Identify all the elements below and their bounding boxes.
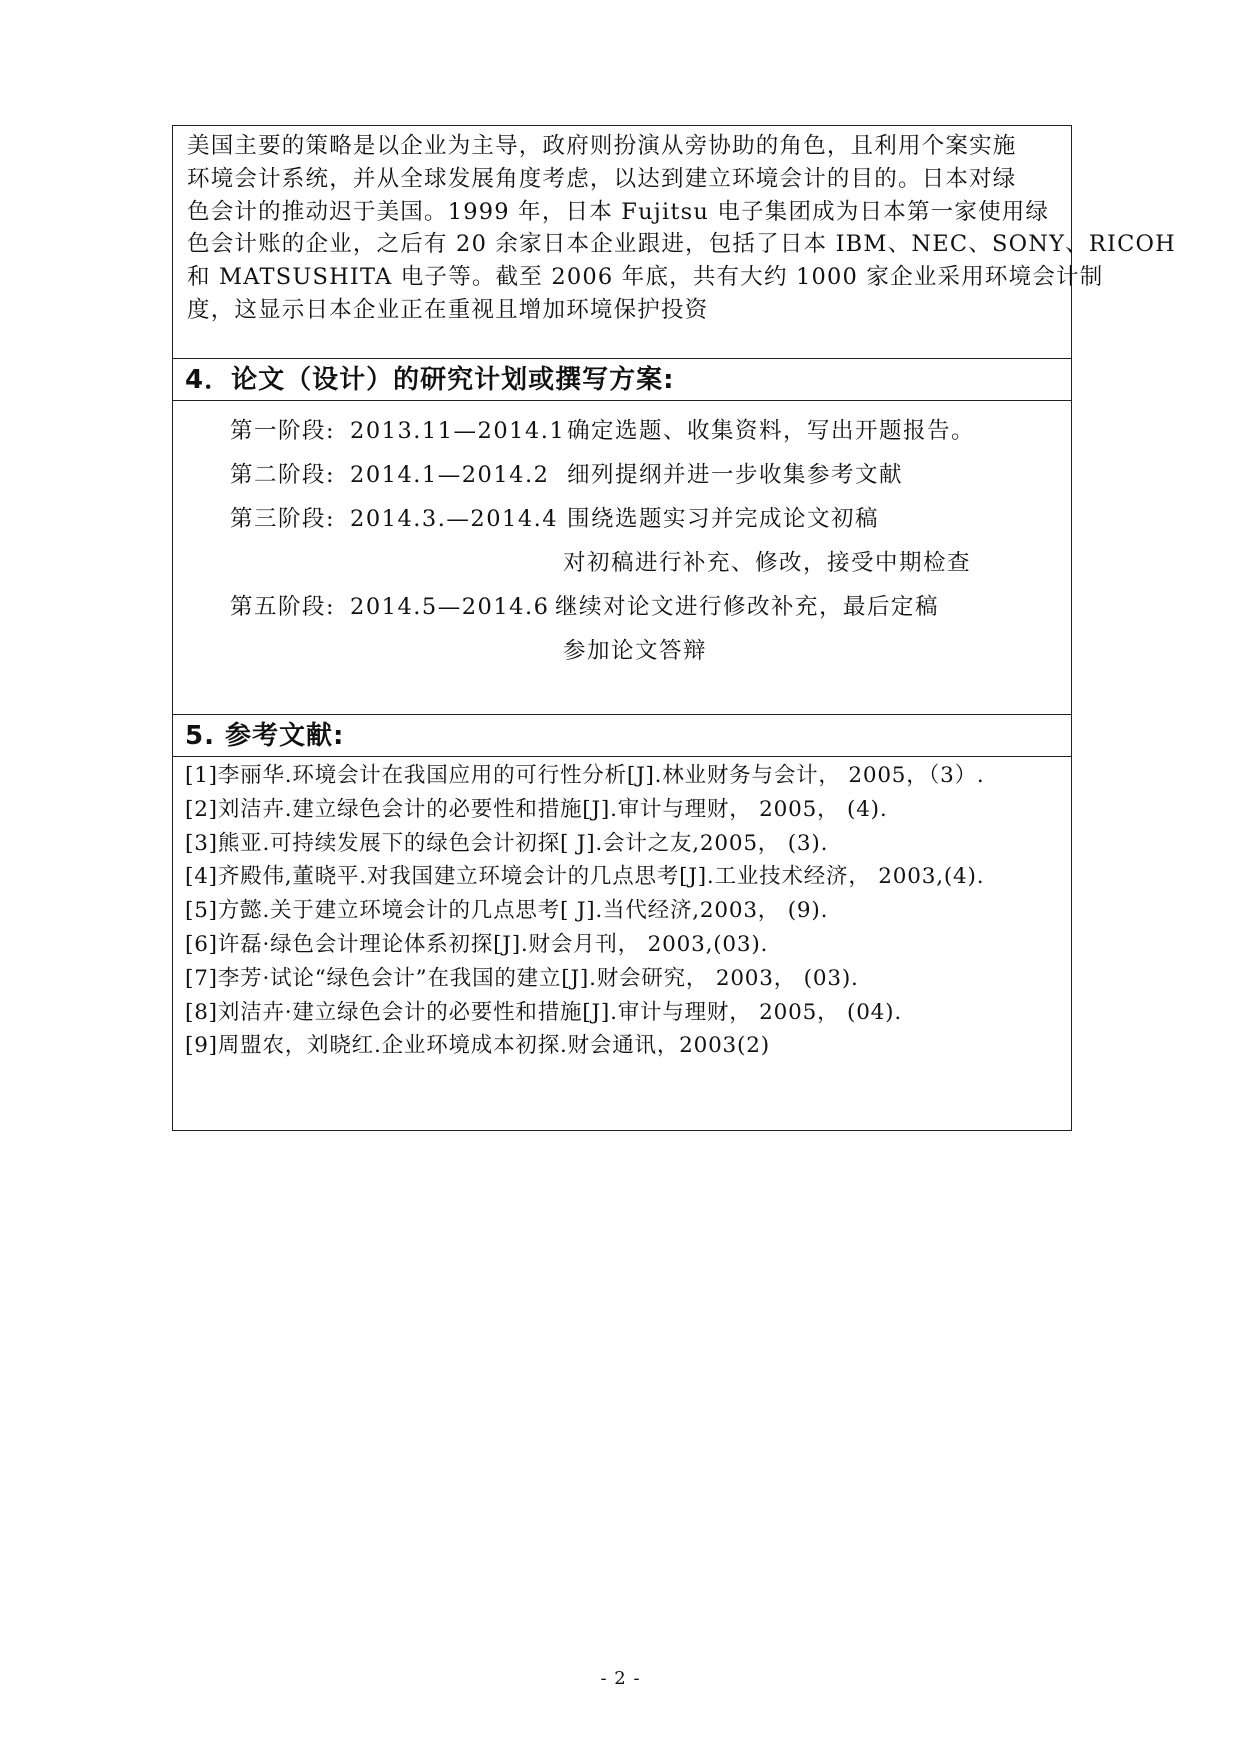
continued-paragraph (187, 130, 1176, 327)
paragraph-line: 色会计账的企业，之后有 20 余家日本企业跟进，包括了日本 IBM、NEC、SONY、RICOH (187, 231, 1176, 258)
reference-item: [7]李芳·试论“绿色会计”在我国的建立[J].财会研究， 2003， (03). (185, 965, 859, 991)
page-number: - 2 - (600, 1668, 641, 1689)
reference-item: [9]周盟农，刘晓红.企业环境成本初探.财会通讯，2003(2) (185, 1033, 770, 1059)
reference-item: [8]刘洁卉·建立绿色会计的必要性和措施[J].审计与理财， 2005， (04). (185, 999, 902, 1025)
stage-task: 确定选题、收集资料，写出开题报告。 (567, 418, 976, 444)
reference-item: [3]熊亚.可持续发展下的绿色会计初探[ J].会计之友,2005， (3). (185, 830, 829, 856)
references-heading: 5. 参考文献: (173, 714, 1071, 756)
paragraph-line: 环境会计系统，并从全球发展角度考虑，以达到建立环境会计的目的。日本对绿 (187, 165, 1017, 192)
plan-stage-row (173, 455, 1071, 499)
stage-dates: 2014.3.—2014.4 (350, 506, 559, 532)
stage-task: 继续对论文进行修改补充，最后定稿 (555, 594, 940, 620)
stage-subtask: 参加论文答辩 (563, 638, 708, 664)
reference-item: [4]齐殿伟,董晓平.对我国建立环境会计的几点思考[J].工业技术经济， 2003,(4). (185, 864, 985, 890)
paragraph-line: 度，这显示日本企业正在重视且增加环境保护投资 (187, 296, 709, 323)
continued-text-cell (173, 126, 1176, 358)
reference-item: [1]李丽华.环境会计在我国应用的可行性分析[J].林业财务与会计， 2005，（3）. (185, 763, 985, 788)
plan-stage-subrow (173, 543, 1071, 587)
stage-label: 第五阶段: (230, 594, 336, 620)
stage-label: 第三阶段: (230, 506, 336, 532)
document-table (172, 125, 1176, 1131)
plan-stage-row (173, 499, 1071, 543)
research-plan-cell (173, 400, 1071, 714)
stage-label: 第二阶段: (230, 462, 336, 488)
stage-task: 围绕选题实习并完成论文初稿 (567, 506, 880, 532)
plan-stage-row (173, 411, 1071, 455)
stage-dates: 2014.5—2014.6 (350, 594, 550, 620)
paragraph-line: 美国主要的策略是以企业为主导，政府则扮演从旁协助的角色，且利用个案实施 (187, 133, 1017, 159)
reference-item: [6]许磊·绿色会计理论体系初探[J].财会月刊， 2003,(03). (185, 931, 769, 957)
paragraph-line: 色会计的推动迟于美国。1999 年，日本 Fujitsu 电子集团成为日本第一家使用绿 (187, 198, 1050, 225)
research-plan-heading: 4．论文（设计）的研究计划或撰写方案: (173, 358, 1071, 400)
stage-label: 第一阶段: (230, 418, 336, 444)
references-list (173, 756, 1071, 1130)
stage-dates: 2013.11—2014.1 (350, 418, 566, 444)
reference-item: [2]刘洁卉.建立绿色会计的必要性和措施[J].审计与理财， 2005， (4). (185, 796, 888, 822)
stage-dates: 2014.1—2014.2 (350, 462, 550, 488)
plan-stage-row (173, 587, 1071, 631)
paragraph-line: 和 MATSUSHITA 电子等。截至 2006 年底，共有大约 1000 家企业采用环境会计制 (187, 264, 1104, 291)
plan-stage-subrow (173, 631, 1071, 675)
reference-item: [5]方懿.关于建立环境会计的几点思考[ J].当代经济,2003， (9). (185, 898, 829, 924)
stage-subtask: 对初稿进行补充、修改，接受中期检查 (563, 550, 972, 576)
stage-task: 细列提纲并进一步收集参考文献 (567, 462, 904, 488)
